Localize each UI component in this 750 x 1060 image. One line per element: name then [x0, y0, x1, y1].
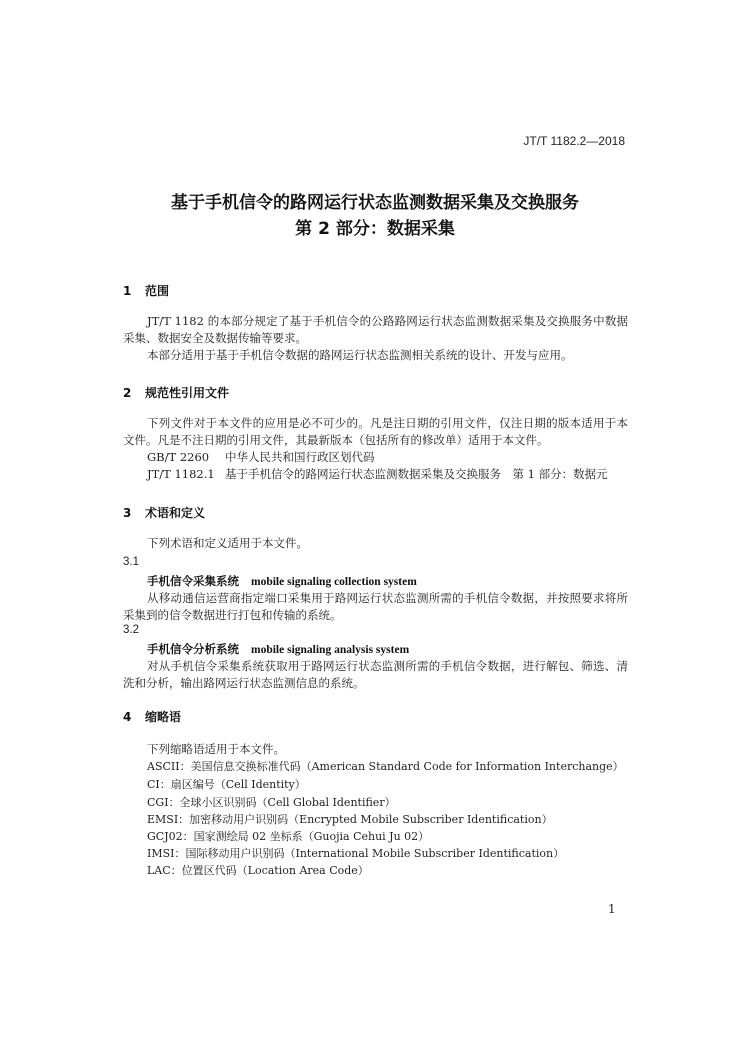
section-title: 缩略语 — [145, 710, 182, 724]
term-en: mobile signaling collection system — [251, 576, 417, 588]
section-heading-abbreviations — [123, 708, 181, 725]
term-definition: 对从手机信令采集系统获取用于路网运行状态监测所需的手机信令数据，进行解包、筛选、清洗和分析，输出路网运行状态监测信息的系统。 — [123, 659, 628, 690]
section-number: 1 — [123, 284, 132, 298]
abbreviation-item: ASCII：美国信息交换标准代码（American Standard Code for Information Interchange） — [147, 760, 624, 773]
term-number: 3.2 — [123, 624, 139, 636]
term-cn: 手机信令分析系统 — [147, 642, 239, 656]
paragraph: 下列缩略语适用于本文件。 — [147, 742, 285, 756]
page-number: 1 — [608, 902, 616, 916]
section-number: 4 — [123, 710, 132, 724]
section-heading-terms — [123, 504, 205, 521]
standard-code: JT/T 1182.2—2018 — [523, 134, 625, 148]
paragraph: 下列文件对于本文件的应用是必不可少的。凡是注日期的引用文件，仅注日期的版本适用于本文件。凡是不注日期的引用文件，其最新版本（包括所有的修改单）适用于本文件。 — [123, 416, 628, 447]
paragraph: JT/T 1182 的本部分规定了基于手机信令的公路路网运行状态监测数据采集及交换服务中数据采集、数据安全及数据传输等要求。 — [123, 314, 628, 345]
abbreviation-item: LAC：位置区代码（Location Area Code） — [147, 864, 369, 877]
section-number: 2 — [123, 386, 132, 400]
term-heading — [147, 641, 409, 657]
reference-title: 基于手机信令的路网运行状态监测数据采集及交换服务 第 1 部分：数据元 — [225, 467, 608, 481]
section-title: 规范性引用文件 — [145, 386, 230, 400]
abbreviation-item: IMSI：国际移动用户识别码（International Mobile Subscriber Identification） — [147, 847, 565, 860]
reference-item — [147, 449, 375, 466]
document-title: 基于手机信令的路网运行状态监测数据采集及交换服务 — [171, 193, 579, 213]
section-title: 术语和定义 — [145, 506, 206, 520]
section-heading-normative-references — [123, 384, 229, 401]
term-en: mobile signaling analysis system — [251, 644, 410, 656]
reference-item — [147, 466, 608, 483]
reference-title: 中华人民共和国行政区划代码 — [225, 450, 375, 464]
paragraph: 下列术语和定义适用于本文件。 — [147, 536, 308, 550]
term-cn: 手机信令采集系统 — [147, 574, 239, 588]
section-heading-scope — [123, 282, 169, 299]
reference-code: JT/T 1182.1 — [147, 467, 215, 481]
term-definition: 从移动通信运营商指定端口采集用于路网运行状态监测所需的手机信令数据，并按照要求将所采集到的信令数据进行打包和传输的系统。 — [123, 591, 628, 622]
document-subtitle: 第 2 部分：数据采集 — [295, 219, 455, 239]
section-number: 3 — [123, 506, 132, 520]
abbreviation-item: CI：扇区编号（Cell Identity） — [147, 778, 306, 791]
abbreviation-item: CGI：全球小区识别码（Cell Global Identifier） — [147, 796, 396, 809]
section-title: 范围 — [145, 284, 170, 298]
paragraph: 本部分适用于基于手机信令数据的路网运行状态监测相关系统的设计、开发与应用。 — [147, 348, 573, 362]
term-heading — [147, 573, 417, 589]
term-number: 3.1 — [123, 556, 139, 568]
reference-code: GB/T 2260 — [147, 450, 210, 464]
abbreviation-item: GCJ02：国家测绘局 02 坐标系（Guojia Cehui Ju 02） — [147, 830, 430, 843]
abbreviation-item: EMSI：加密移动用户识别码（Encrypted Mobile Subscriber Identification） — [147, 813, 553, 826]
